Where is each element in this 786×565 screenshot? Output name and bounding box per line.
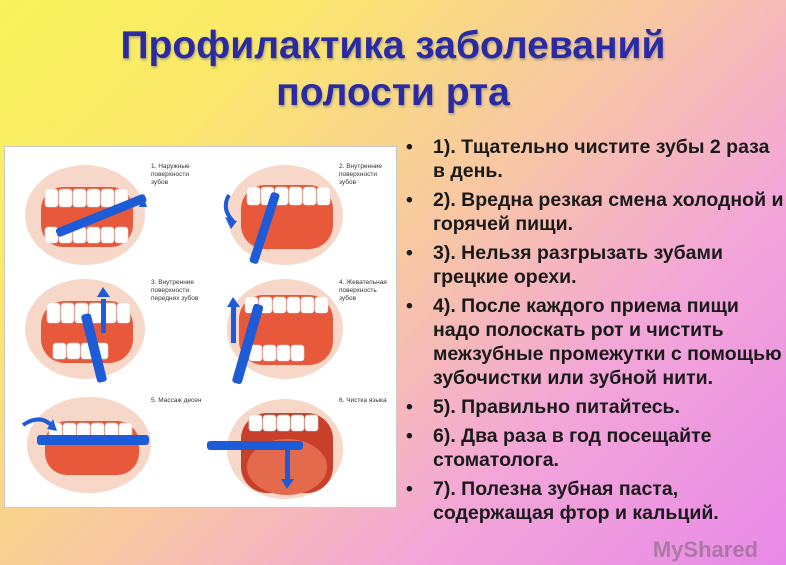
step-3-front-inner-surfaces bbox=[13, 273, 203, 385]
bullet-icon: • bbox=[406, 478, 413, 500]
bullet-icon: • bbox=[406, 189, 413, 211]
brushing-illustration bbox=[4, 146, 397, 508]
step-6-tongue-cleaning bbox=[201, 391, 391, 503]
bullet-icon: • bbox=[406, 242, 413, 264]
step-2-caption: 2. Внутренние поверхности зубов bbox=[339, 163, 383, 186]
step-4-caption: 4. Жевательная поверхность зубов bbox=[339, 279, 387, 302]
step-3-caption: 3. Внутренние поверхности передних зубов bbox=[151, 279, 199, 302]
list-item bbox=[403, 241, 786, 289]
step-5-caption: 5. Массаж десен bbox=[151, 397, 202, 404]
list-item bbox=[403, 188, 786, 236]
tip-text: 2). Вредна резкая смена холодной и горячей пищи. bbox=[433, 189, 784, 235]
title-line-1: Профилактика заболеваний bbox=[120, 24, 666, 67]
tip-text: 7). Полезна зубная паста, содержащая фтор и кальций. bbox=[433, 478, 719, 524]
bullet-icon: • bbox=[406, 396, 413, 418]
title-line-2: полости рта bbox=[276, 71, 510, 114]
step-5-gum-massage bbox=[13, 391, 203, 503]
step-2-inner-surfaces bbox=[201, 155, 391, 267]
tip-text: 1). Тщательно чистите зубы 2 раза в день. bbox=[433, 136, 770, 182]
bullet-icon: • bbox=[406, 136, 413, 158]
step-6-caption: 6. Чистка языка bbox=[339, 397, 387, 404]
watermark: MyShared bbox=[652, 537, 758, 562]
step-1-outer-surfaces bbox=[13, 155, 203, 267]
list-item bbox=[403, 395, 786, 419]
prevention-tips-list bbox=[403, 135, 786, 530]
bullet-icon: • bbox=[406, 425, 413, 447]
list-item bbox=[403, 477, 786, 525]
step-5-image bbox=[13, 391, 203, 503]
slide-title bbox=[0, 22, 786, 116]
list-item bbox=[403, 135, 786, 183]
tip-text: 6). Два раза в год посещайте стоматолога. bbox=[433, 425, 712, 471]
step-1-caption: 1. Наружные поверхности зубов bbox=[151, 163, 190, 186]
step-4-chewing-surface bbox=[201, 273, 391, 385]
tip-text: 3). Нельзя разгрызать зубами грецкие орехи. bbox=[433, 242, 723, 288]
list-item bbox=[403, 424, 786, 472]
tip-text: 5). Правильно питайтесь. bbox=[433, 396, 680, 418]
list-item bbox=[403, 294, 786, 390]
tip-text: 4). После каждого приема пищи надо полоскать рот и чистить межзубные промежутки с помощью зубочистки или зубной нити. bbox=[433, 295, 782, 389]
step-6-image bbox=[201, 391, 391, 503]
bullet-icon: • bbox=[406, 295, 413, 317]
